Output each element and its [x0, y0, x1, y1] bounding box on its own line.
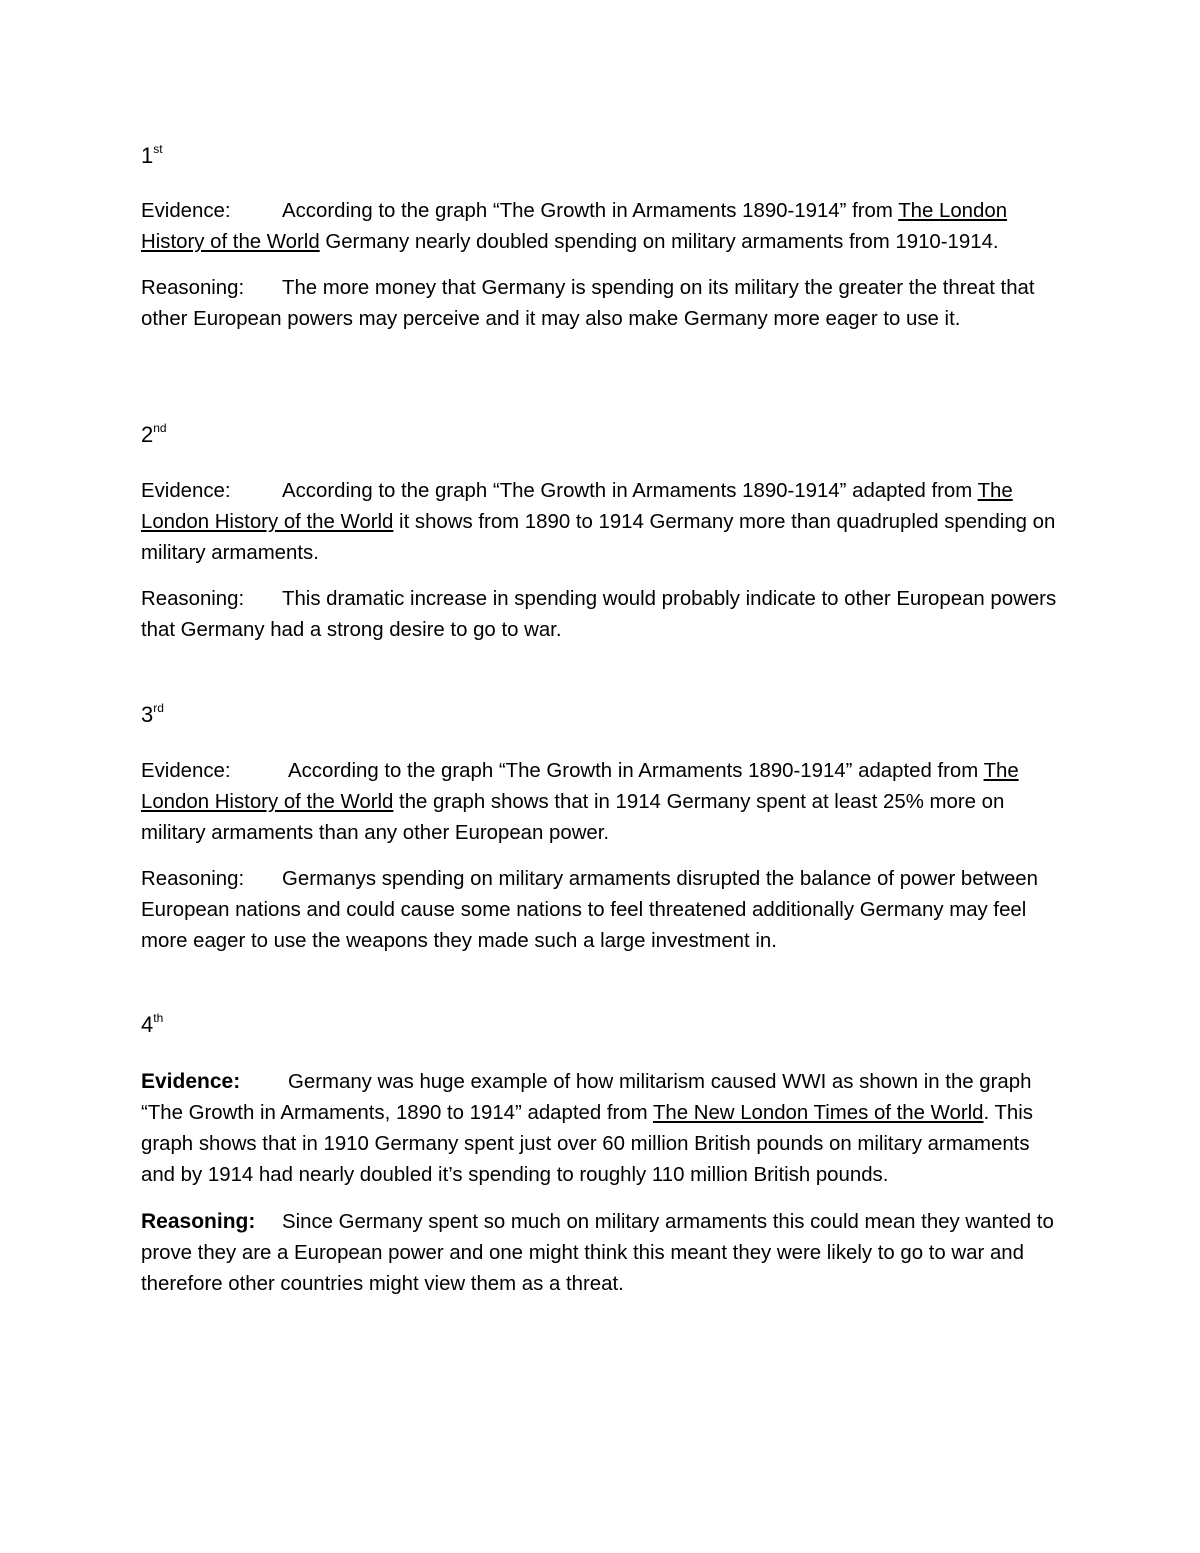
evidence-text: Germany was huge example of how militarism caused WWI as shown in the graph “The Growth in Armaments, 1890 to 1914” adapted from: [141, 1071, 1032, 1124]
reasoning-label: Reasoning:: [141, 868, 245, 890]
ordinal-suffix: st: [153, 141, 163, 156]
section-number: 2nd: [141, 420, 167, 447]
reasoning-paragraph: [141, 864, 1066, 957]
ordinal-suffix: th: [153, 1010, 164, 1025]
reasoning-paragraph: [141, 1206, 1066, 1300]
evidence-text-continued: it shows from 1890 to 1914 Germany more than quadrupled spending on military armaments.: [141, 511, 1056, 564]
evidence-text-continued: . This graph shows that in 1910 Germany spent just over 60 million British pounds on military armaments and by 1914 had nearly doubled it’s spending to roughly 110 million British pounds.: [141, 1102, 1033, 1186]
evidence-label: Evidence:: [141, 760, 231, 782]
ordinal-suffix: rd: [153, 700, 164, 715]
evidence-text-continued: the graph shows that in 1914 Germany spent at least 25% more on military armaments than any other European power.: [141, 791, 1005, 844]
section-3: [141, 702, 1066, 957]
evidence-text: According to the graph “The Growth in Armaments 1890-1914” adapted from: [282, 480, 978, 502]
section-2: [141, 422, 1066, 646]
evidence-paragraph: [141, 196, 1066, 258]
section-number: 1st: [141, 141, 163, 168]
reasoning-text: The more money that Germany is spending on its military the greater the threat that other European powers may perceive and it may also make Germany more eager to use it.: [141, 277, 1035, 330]
reasoning-text: Since Germany spent so much on military armaments this could mean they wanted to prove they are a European power and one might think this meant they were likely to go to war and therefore other countries might view them as a threat.: [141, 1211, 1054, 1295]
reasoning-paragraph: [141, 584, 1066, 646]
ordinal-suffix: nd: [153, 420, 167, 435]
source-title: The London History of the World: [141, 480, 1013, 533]
evidence-label: Evidence:: [141, 480, 231, 502]
source-title: The New London Times of the World: [652, 1102, 984, 1124]
evidence-label: Evidence:: [141, 1070, 241, 1093]
evidence-paragraph: [141, 476, 1066, 569]
evidence-text: According to the graph “The Growth in Armaments 1890-1914” from: [282, 200, 899, 222]
reasoning-text: Germanys spending on military armaments disrupted the balance of power between European nations and could cause some nations to feel threatened additionally Germany may feel more eager to use the weapons they made such a large investment in.: [141, 868, 1038, 952]
reasoning-text: This dramatic increase in spending would probably indicate to other European powers that Germany had a strong desire to go to war.: [141, 588, 1057, 641]
reasoning-label: Reasoning:: [141, 1210, 256, 1233]
evidence-text: According to the graph “The Growth in Armaments 1890-1914” adapted from: [288, 760, 984, 782]
section-4: [141, 1012, 1066, 1300]
section-number: 4th: [141, 1010, 164, 1037]
reasoning-paragraph: [141, 273, 1066, 335]
evidence-label: Evidence:: [141, 200, 231, 222]
evidence-paragraph: [141, 1066, 1066, 1191]
source-title: The London History of the World: [141, 200, 1008, 253]
reasoning-label: Reasoning:: [141, 588, 245, 610]
evidence-text-continued: Germany nearly doubled spending on military armaments from 1910-1914.: [319, 231, 999, 253]
evidence-paragraph: [141, 756, 1066, 849]
section-number: 3rd: [141, 700, 164, 727]
source-title: The London History of the World: [141, 760, 1019, 813]
reasoning-label: Reasoning:: [141, 277, 245, 299]
section-1: [141, 143, 1066, 335]
